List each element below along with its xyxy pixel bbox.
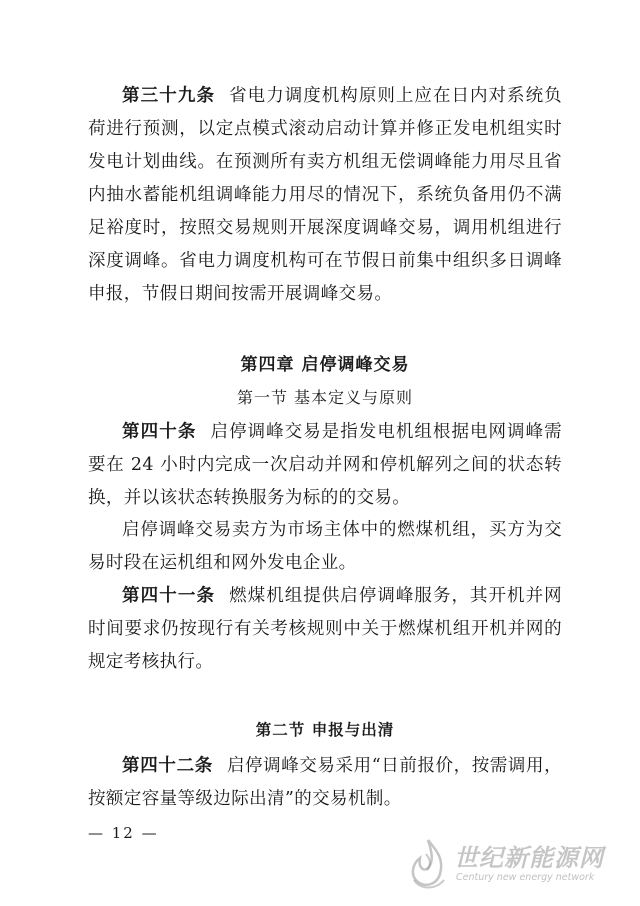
chapter-4-title: 第四章 启停调峰交易 xyxy=(240,355,410,375)
article-41-text: 燃煤机组提供启停调峰服务，其开机并网时间要求仍按现行有关考核规则中关于燃煤机组开机并网的规定考核执行。 xyxy=(88,586,563,672)
watermark-subtitle: Century new energy network xyxy=(456,872,595,883)
article-42-paragraph xyxy=(88,750,562,816)
watermark-title: 世纪新能源网 xyxy=(454,844,604,872)
article-40-label: 第四十条 xyxy=(122,422,197,442)
article-41-paragraph xyxy=(88,580,562,679)
article-39-paragraph xyxy=(88,80,562,311)
article-39-label: 第三十九条 xyxy=(122,86,216,106)
article-40-paragraph xyxy=(88,416,562,515)
article-40-text: 启停调峰交易是指发电机组根据电网调峰需要在 24 小时内完成一次启动并网和停机解列之间的状态转换，并以该状态转换服务为标的的交易。 xyxy=(88,422,562,508)
flame-logo-icon xyxy=(404,836,452,892)
article-41-label: 第四十一条 xyxy=(122,586,216,606)
section-2-title: 第二节 申报与出清 xyxy=(255,721,395,739)
article-39-text: 省电力调度机构原则上应在日内对系统负荷进行预测，以定点模式滚动启动计算并修正发电机组实时发电计划曲线。在预测所有卖方机组无偿调峰能力用尽且省内抽水蓄能机组调峰能力用尽的情况下，系统负备用仍不满足裕度时，按照交易规则开展深度调峰交易，调用机组进行深度调峰。省电力调度机构可在节假日前集中组织多日调峰申报，节假日期间按需开展调峰交易。 xyxy=(88,86,563,304)
page-number: — 12 — xyxy=(88,824,159,842)
watermark xyxy=(404,834,630,894)
article-42-text: 启停调峰交易采用“日前报价，按需调用，按额定容量等级边际出清”的交易机制。 xyxy=(88,756,562,809)
section-1-title: 第一节 基本定义与原则 xyxy=(236,388,414,407)
seller-buyer-paragraph: 启停调峰交易卖方为市场主体中的燃煤机组，买方为交易时段在运机组和网外发电企业。 xyxy=(88,520,562,573)
article-42-label: 第四十二条 xyxy=(122,756,213,776)
